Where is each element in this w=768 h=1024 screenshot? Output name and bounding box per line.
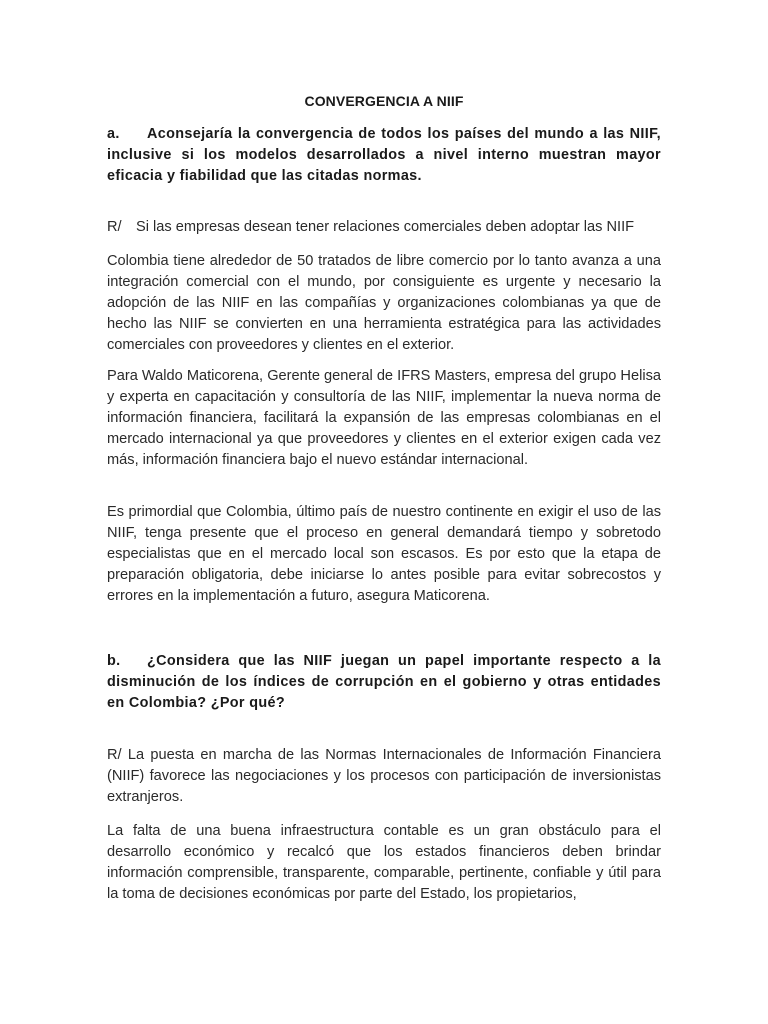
document-title: CONVERGENCIA A NIIF — [304, 93, 464, 109]
question-a-text: Aconsejaría la convergencia de todos los países del mundo a las NIIF, inclusive si los modelos desarrollados a nivel interno muestran mayor eficacia y fiabilidad que las citadas normas. — [107, 126, 661, 184]
question-b — [107, 651, 661, 714]
question-a — [107, 124, 661, 187]
paragraph-2: Para Waldo Maticorena, Gerente general de IFRS Masters, empresa del grupo Helisa y experta en capacitación y consultoría de las NIIF, implementar la nueva norma de información financiera, facilitará la expansión de las empresas colombianas en el mercado internacional ya que proveedores y clientes en el exterior exigen cada vez más, información financiera bajo el nuevo estándar internacional. — [107, 368, 661, 468]
paragraph-1: Colombia tiene alrededor de 50 tratados de libre comercio por lo tanto avanza a una integración comercial con el mundo, por consiguiente es urgente y necesario la adopción de las NIIF en las compañías y organizaciones colombianas ya que de hecho las NIIF se convierten en una herramienta estratégica para las actividades comerciales con proveedores y clientes en el exterior. — [107, 253, 661, 353]
answer-a-text: Si las empresas desean tener relaciones comerciales deben adoptar las NIIF — [136, 219, 635, 235]
answer-a — [107, 217, 661, 238]
answer-b: R/ La puesta en marcha de las Normas Internacionales de Información Financiera (NIIF) favorece las negociaciones y los procesos con participación de inversionistas extranjeros. — [107, 747, 661, 805]
paragraph-4: La falta de una buena infraestructura contable es un gran obstáculo para el desarrollo económico y recalcó que los estados financieros deben brindar información comprensible, transparente, comparable, pertinente, confiable y útil para la toma de decisiones económicas por parte del Estado, los propietarios, — [107, 823, 661, 902]
answer-a-prefix: R/ — [107, 219, 122, 235]
question-b-text: ¿Considera que las NIIF juegan un papel importante respecto a la disminución de los índices de corrupción en el gobierno y otras entidades en Colombia? ¿Por qué? — [107, 653, 661, 711]
paragraph-3: Es primordial que Colombia, último país de nuestro continente en exigir el uso de las NIIF, tenga presente que el proceso en general demandará tiempo y sobretodo especialistas que en el mercado local son escasos. Es por esto que la etapa de preparación obligatoria, debe iniciarse lo antes posible para evitar sobrecostos y errores en la implementación a futuro, asegura Maticorena. — [107, 504, 661, 604]
question-b-number: b. — [107, 653, 121, 669]
question-a-number: a. — [107, 126, 120, 142]
